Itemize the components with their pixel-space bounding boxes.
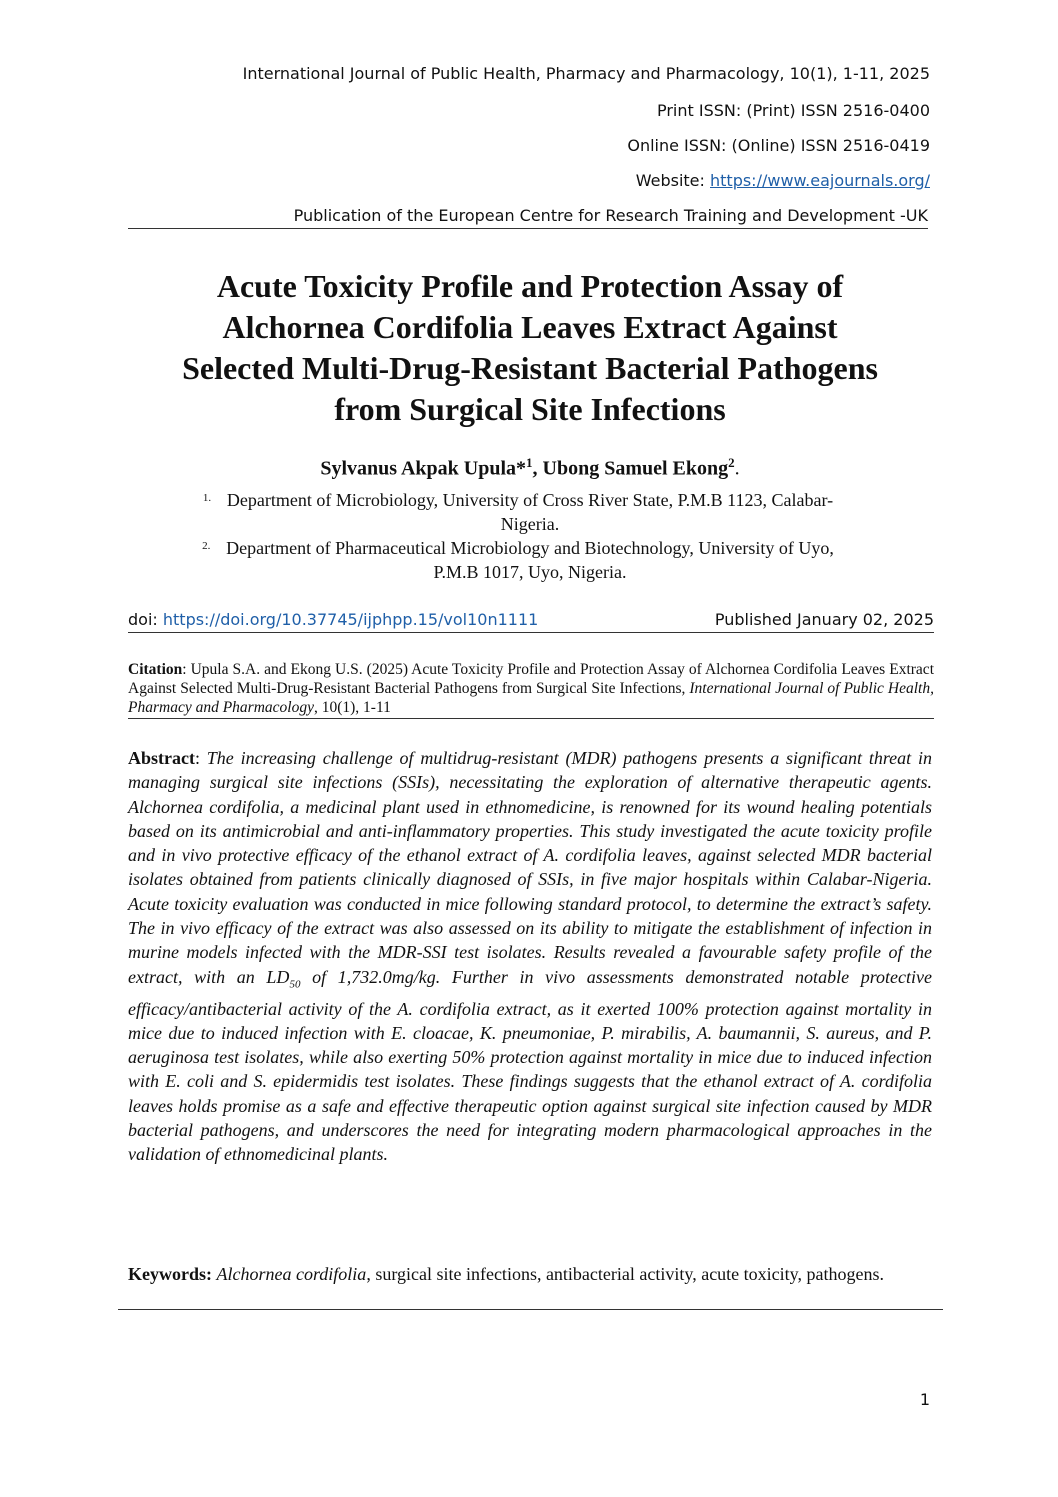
author-sup: 1 (526, 455, 533, 470)
keywords-label: Keywords: (128, 1264, 212, 1284)
citation (128, 660, 934, 719)
title-line: from Surgical Site Infections (334, 391, 726, 427)
website-link[interactable]: https://www.eajournals.org/ (710, 171, 930, 190)
title-line: Acute Toxicity Profile and Protection Assay of (216, 268, 844, 304)
author-name: Ubong Samuel Ekong (542, 457, 729, 480)
website-line (636, 171, 930, 190)
title-line: Alchornea Cordifolia Leaves Extract Against (222, 309, 838, 345)
abstract-label: Abstract (128, 748, 195, 768)
online-issn: Online ISSN: (Online) ISSN 2516-0419 (627, 136, 930, 155)
citation-tail: , 10(1), 1-11 (313, 699, 391, 716)
citation-text: : Upula S.A. and Ekong U.S. (2025) Acute Toxicity Profile and Protection Assay of Alchornea Cordifolia Leaves Extract Against Selected Multi-Drug-Resistant Bacterial Pathogens from Surgical Site Infections, (128, 661, 934, 697)
keyword-italic: Alchornea cordifolia (216, 1264, 367, 1284)
affiliation-num: 1. (202, 492, 212, 504)
doi-label: doi: (128, 610, 163, 629)
abstract-text: of 1,732.0mg/kg. Further in vivo assessments demonstrated notable protective efficacy/antibacterial activity of the A. cordifolia extract, as it exerted 100% protection against mortality in mice due to induced infection with E. cloacae, K. pneumoniae, P. mirabilis, A. baumannii, S. aureus, and P. aeruginosa test isolates, while also exerting 50% protection against mortality in mice due to induced infection with E. coli and S. epidermidis test isolates. These findings suggests that the ethanol extract of A. cordifolia leaves holds promise as a safe and effective therapeutic option against surgical site infection caused by MDR bacterial pathogens, and underscores the need for integrating modern pharmacological approaches in the validation of ethnomedicinal plants. (128, 966, 932, 1165)
paper-title (110, 266, 950, 430)
print-issn: Print ISSN: (Print) ISSN 2516-0400 (656, 101, 930, 120)
keywords (128, 1262, 932, 1286)
author-name: Sylvanus Akpak Upula* (320, 457, 527, 480)
keywords-divider (118, 1309, 943, 1310)
affiliation-text: Department of Pharmaceutical Microbiology and Biotechnology, University of Uyo, (226, 538, 834, 558)
author-end: . (734, 457, 740, 480)
authors (110, 455, 950, 481)
affiliation-2 (130, 536, 930, 584)
citation-journal: International Journal of Public Health, Pharmacy and Pharmacology (128, 680, 934, 716)
abstract-colon: : (194, 748, 207, 768)
keywords-text: , surgical site infections, antibacterial activity, acute toxicity, pathogens. (366, 1264, 884, 1284)
publisher-line: Publication of the European Centre for Research Training and Development -UK (128, 206, 928, 229)
abstract-subscript: 50 (289, 978, 301, 991)
page-number: 1 (919, 1390, 930, 1409)
journal-line: International Journal of Public Health, Pharmacy and Pharmacology, 10(1), 1-11, 2025 (242, 64, 930, 83)
doi-row (128, 610, 934, 633)
affiliation-1 (130, 488, 930, 536)
author-sup: 2 (728, 455, 735, 470)
website-label: Website: (635, 171, 710, 190)
published-date: Published January 02, 2025 (714, 610, 934, 629)
affiliation-text: P.M.B 1017, Uyo, Nigeria. (433, 562, 627, 582)
title-line: Selected Multi-Drug-Resistant Bacterial Pathogens (182, 350, 878, 386)
abstract-text: The increasing challenge of multidrug-resistant (MDR) pathogens presents a significant threat in managing surgical site infections (SSIs), necessitating the exploration of alternative therapeutic agents. Alchornea cordifolia, a medicinal plant used in ethnomedicine, is renowned for its wound healing potentials based on its antimicrobial and anti-inflammatory properties. This study investigated the acute toxicity profile and in vivo protective efficacy of the ethanol extract of A. cordifolia leaves, against selected MDR bacterial isolates obtained from patients clinically diagnosed of SSIs, in five major hospitals within Calabar-Nigeria. Acute toxicity evaluation was conducted in mice following standard protocol, to determine the extract’s safety. The in vivo efficacy of the extract was also assessed on its ability to mitigate the establishment of infection in murine models infected with the MDR-SSI test isolates. Results revealed a favourable safety profile of the extract, with an LD (128, 748, 932, 987)
author-separator: , (532, 457, 543, 480)
affiliation-text: Nigeria. (500, 514, 560, 534)
abstract (128, 746, 932, 1167)
affiliation-text: Department of Microbiology, University of Cross River State, P.M.B 1123, Calabar- (226, 490, 834, 510)
doi-link[interactable]: https://doi.org/10.37745/ijphpp.15/vol10n1111 (162, 610, 539, 629)
citation-label: Citation (128, 661, 183, 678)
affiliation-num: 2. (202, 540, 211, 552)
